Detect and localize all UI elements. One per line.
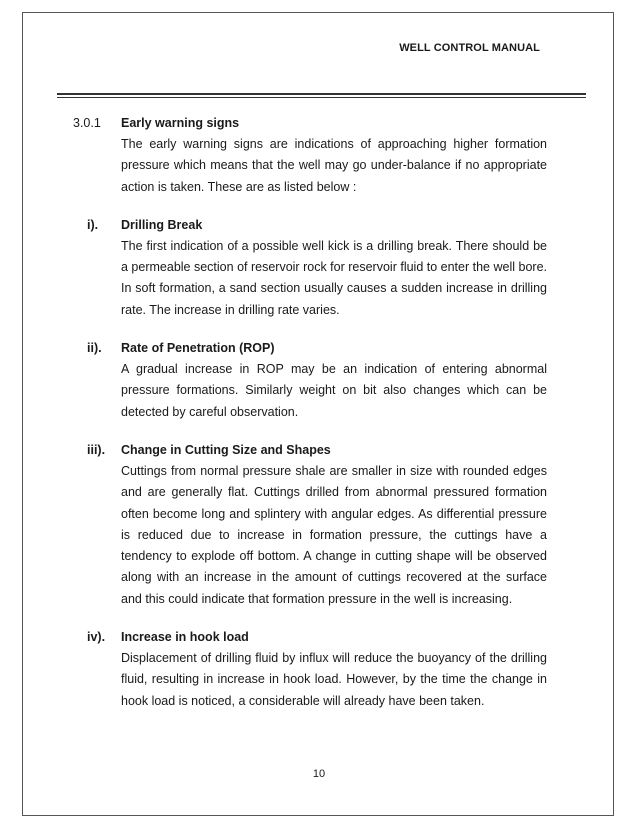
item-text: The first indication of a possible well kick is a drilling break. There should be a permeable section of reservoir rock for reservoir fluid to enter the well bore. In soft formation, a sand section usually causes a sudden increase in drilling rate. The increase in drilling rate varies.	[121, 238, 547, 317]
page-number: 10	[312, 768, 326, 780]
item-rate-of-penetration	[0, 338, 638, 423]
section-early-warning-signs	[0, 113, 638, 198]
item-number: ii).	[87, 341, 102, 356]
item-text: A gradual increase in ROP may be an indication of entering abnormal pressure formations. Similarly weight on bit also changes which can be detected by careful observation.	[121, 362, 547, 419]
document-body	[0, 113, 638, 712]
item-change-in-cutting-size	[0, 440, 638, 610]
section-number: 3.0.1	[73, 116, 101, 130]
item-title: Increase in hook load	[121, 630, 249, 645]
item-text: Cuttings from normal pressure shale are smaller in size with rounded edges and are generally flat. Cuttings drilled from abnormal pressured formation often become long and splintery with angular edges. As differential pressure is reduced due to increase in formation pressure, the cuttings have a tendency to explode off bottom. A change in cutting shape will be observed along with an increase in the amount of cuttings recovered at the surface and this could indicate that formation pressure in the well is increasing.	[121, 463, 547, 606]
header-rule	[57, 93, 586, 98]
item-title: Change in Cutting Size and Shapes	[121, 442, 331, 457]
item-drilling-break	[0, 215, 638, 321]
item-number: iii).	[87, 442, 106, 457]
item-title: Rate of Penetration (ROP)	[121, 341, 275, 356]
item-number: iv).	[87, 630, 106, 645]
running-header: WELL CONTROL MANUAL	[399, 42, 540, 54]
section-title: Early warning signs	[121, 116, 240, 130]
item-increase-in-hook-load	[0, 627, 638, 712]
item-title: Drilling Break	[121, 217, 203, 232]
item-text: Displacement of drilling fluid by influx will reduce the buoyancy of the drilling fluid, resulting in increase in hook load. However, by the time the change in hook load is noticed, a considerable will already have been taken.	[121, 651, 547, 708]
item-number: i).	[87, 217, 99, 232]
section-intro: The early warning signs are indications of approaching higher formation pressure which means that the well may go under-balance if no appropriate action is taken. These are as listed below :	[121, 137, 547, 194]
